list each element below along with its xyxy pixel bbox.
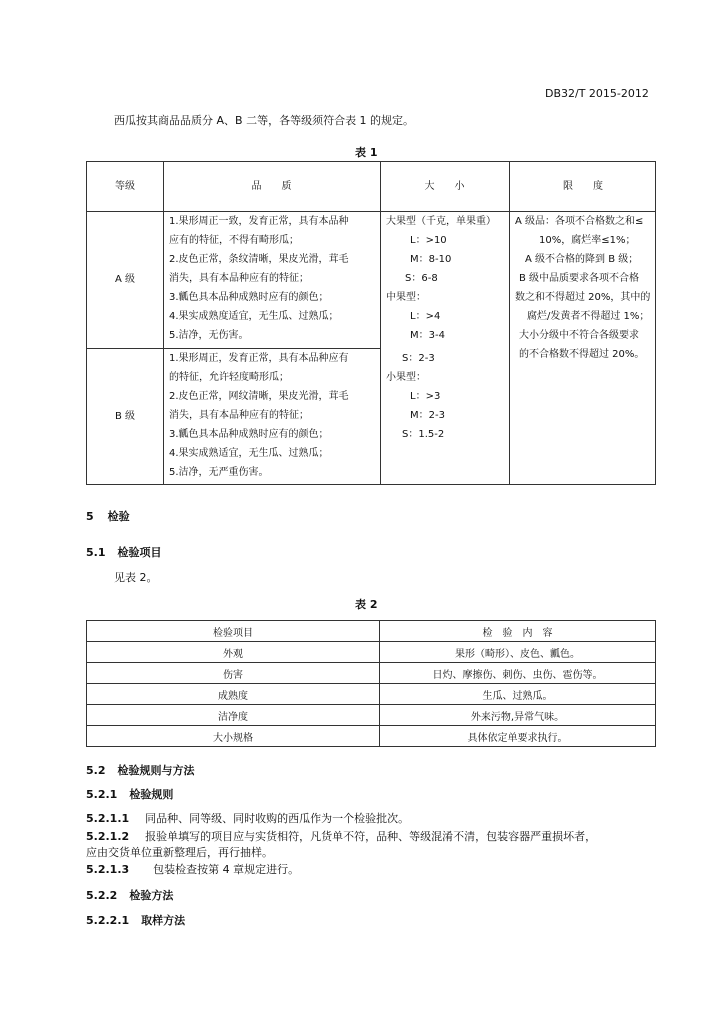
size-line: M：8-10 xyxy=(410,254,452,265)
section-title: 检验方法 xyxy=(129,889,174,902)
table1-header-limit: 限 度 xyxy=(563,181,603,192)
grade-a-quality-line: 消失，具有本品种应有的特征； xyxy=(169,273,309,284)
section-number: 5.2.2 xyxy=(86,889,118,902)
table2-cell: 外来污物,异常气味。 xyxy=(380,705,656,726)
section-title: 取样方法 xyxy=(141,914,186,927)
grade-a-label: A 级 xyxy=(114,274,136,285)
section-5-heading xyxy=(86,508,130,524)
size-line: 大果型（千克，单果重） xyxy=(386,216,496,227)
limit-line: 腐烂/发黄者不得超过 1%； xyxy=(527,311,650,322)
section-number: 5.2.1 xyxy=(86,788,118,801)
section-title: 检验规则与方法 xyxy=(117,764,195,777)
table2-cell: 洁净度 xyxy=(87,705,380,726)
grade-b-quality-line: 2.皮色正常，网纹清晰，果皮光滑，茸毛 xyxy=(169,391,349,402)
clause-5-2-1-2 xyxy=(86,828,596,844)
table2-cell: 伤害 xyxy=(87,663,380,684)
size-line: M：3-4 xyxy=(410,330,445,341)
grade-a-quality-line: 2.皮色正常，条纹清晰，果皮光滑，茸毛 xyxy=(169,254,349,265)
clause-number: 5.2.1.3 xyxy=(86,863,130,876)
size-line: L：>3 xyxy=(410,391,441,402)
table2-cell: 成熟度 xyxy=(87,684,380,705)
size-line: S：1.5-2 xyxy=(402,429,445,440)
section-title: 检验 xyxy=(107,510,130,523)
table2-header-content: 检 验 内 容 xyxy=(380,621,656,642)
table2 xyxy=(86,620,656,747)
clause-5-2-1-1 xyxy=(86,810,409,826)
grade-a-quality-line: 5.洁净，无伤害。 xyxy=(169,330,249,341)
grade-a-quality-line: 4.果实成熟度适宜，无生瓜、过熟瓜； xyxy=(169,311,339,322)
document-id: DB32/T 2015-2012 xyxy=(545,87,649,100)
section-number: 5.2 xyxy=(86,764,106,777)
table-row xyxy=(87,642,656,663)
table2-cell: 大小规格 xyxy=(87,726,380,747)
table-row xyxy=(87,621,656,642)
section-title: 检验项目 xyxy=(117,546,162,559)
table1-header-quality: 品 质 xyxy=(251,181,292,192)
size-line: 小果型： xyxy=(386,372,426,383)
table2-cell: 外观 xyxy=(87,642,380,663)
grade-a-quality-line: 应有的特征，不得有畸形瓜； xyxy=(169,235,299,246)
limit-line: 数之和不得超过 20%，其中的 xyxy=(515,292,651,303)
clause-number: 5.2.1.1 xyxy=(86,812,130,825)
grade-b-quality-line: 消失，具有本品种应有的特征； xyxy=(169,410,309,421)
table-row xyxy=(87,663,656,684)
grade-b-quality-line: 5.洁净，无严重伤害。 xyxy=(169,467,269,478)
table2-cell: 果形（畸形）、皮色、瓤色。 xyxy=(380,642,656,663)
table-row xyxy=(87,705,656,726)
clause-text: 同品种、同等级、同时收购的西瓜作为一个检验批次。 xyxy=(145,812,410,825)
table1-caption: 表 1 xyxy=(355,146,378,159)
section-title: 检验规则 xyxy=(129,788,174,801)
section-5-1-heading xyxy=(86,544,162,560)
table2-cell: 日灼、摩擦伤、刺伤、虫伤、雹伤等。 xyxy=(380,663,656,684)
table-row xyxy=(87,684,656,705)
size-line: L：>4 xyxy=(410,311,441,322)
limit-line: A 级不合格的降到 B 级； xyxy=(525,254,639,265)
table2-caption: 表 2 xyxy=(355,598,378,611)
section-number: 5.1 xyxy=(86,546,106,559)
limit-line: 的不合格数不得超过 20%。 xyxy=(519,349,645,360)
limit-line: B 级中品质要求各项不合格 xyxy=(519,273,640,284)
table2-cell: 具体依定单要求执行。 xyxy=(380,726,656,747)
section-5-2-2-1-heading xyxy=(86,912,185,928)
table2-cell: 生瓜、过熟瓜。 xyxy=(380,684,656,705)
size-line: L：>10 xyxy=(410,235,447,246)
table1 xyxy=(86,161,656,485)
table1-header-size: 大 小 xyxy=(424,181,465,192)
grade-a-quality-line: 3.瓤色具本品种成熟时应有的颜色； xyxy=(169,292,329,303)
section-number: 5 xyxy=(86,510,94,523)
limit-line: 10%，腐烂率≤1%； xyxy=(539,235,636,246)
clause-5-2-1-2-continued: 应由交货单位重新整理后，再行抽样。 xyxy=(86,846,273,859)
grade-b-quality-line: 的特征，允许轻度畸形瓜； xyxy=(169,372,289,383)
section-5-2-heading xyxy=(86,762,195,778)
size-line: S：6-8 xyxy=(405,273,438,284)
section-number: 5.2.2.1 xyxy=(86,914,130,927)
table1-header-grade: 等级 xyxy=(115,181,135,192)
grade-b-quality-line: 4.果实成熟适宜，无生瓜、过熟瓜； xyxy=(169,448,329,459)
section-5-2-2-heading xyxy=(86,887,173,903)
grade-b-quality-line: 1.果形周正，发育正常，具有本品种应有 xyxy=(169,353,349,364)
clause-text: 包装检查按第 4 章规定进行。 xyxy=(153,863,300,876)
section-5-1-text: 见表 2。 xyxy=(114,571,158,584)
limit-line: A 级品：各项不合格数之和≤ xyxy=(515,216,644,227)
clause-text: 报验单填写的项目应与实货相符，凡货单不符，品种、等级混淆不清，包装容器严重损坏者， xyxy=(145,830,597,843)
grade-b-quality-line: 3.瓤色具本品种成熟时应有的颜色； xyxy=(169,429,329,440)
intro-paragraph: 西瓜按其商品品质分 A、B 二等，各等级须符合表 1 的规定。 xyxy=(114,114,415,127)
clause-number: 5.2.1.2 xyxy=(86,830,130,843)
table2-header-item: 检验项目 xyxy=(87,621,380,642)
size-line: S：2-3 xyxy=(402,353,435,364)
grade-a-quality-line: 1.果形周正一致，发育正常，具有本品种 xyxy=(169,216,349,227)
section-5-2-1-heading xyxy=(86,786,173,802)
clause-5-2-1-3 xyxy=(86,861,299,877)
size-line: 中果型： xyxy=(386,292,426,303)
table-row xyxy=(87,726,656,747)
limit-line: 大小分级中不符合各级要求 xyxy=(519,330,639,341)
grade-b-label: B 级 xyxy=(114,411,136,422)
size-line: M：2-3 xyxy=(410,410,445,421)
